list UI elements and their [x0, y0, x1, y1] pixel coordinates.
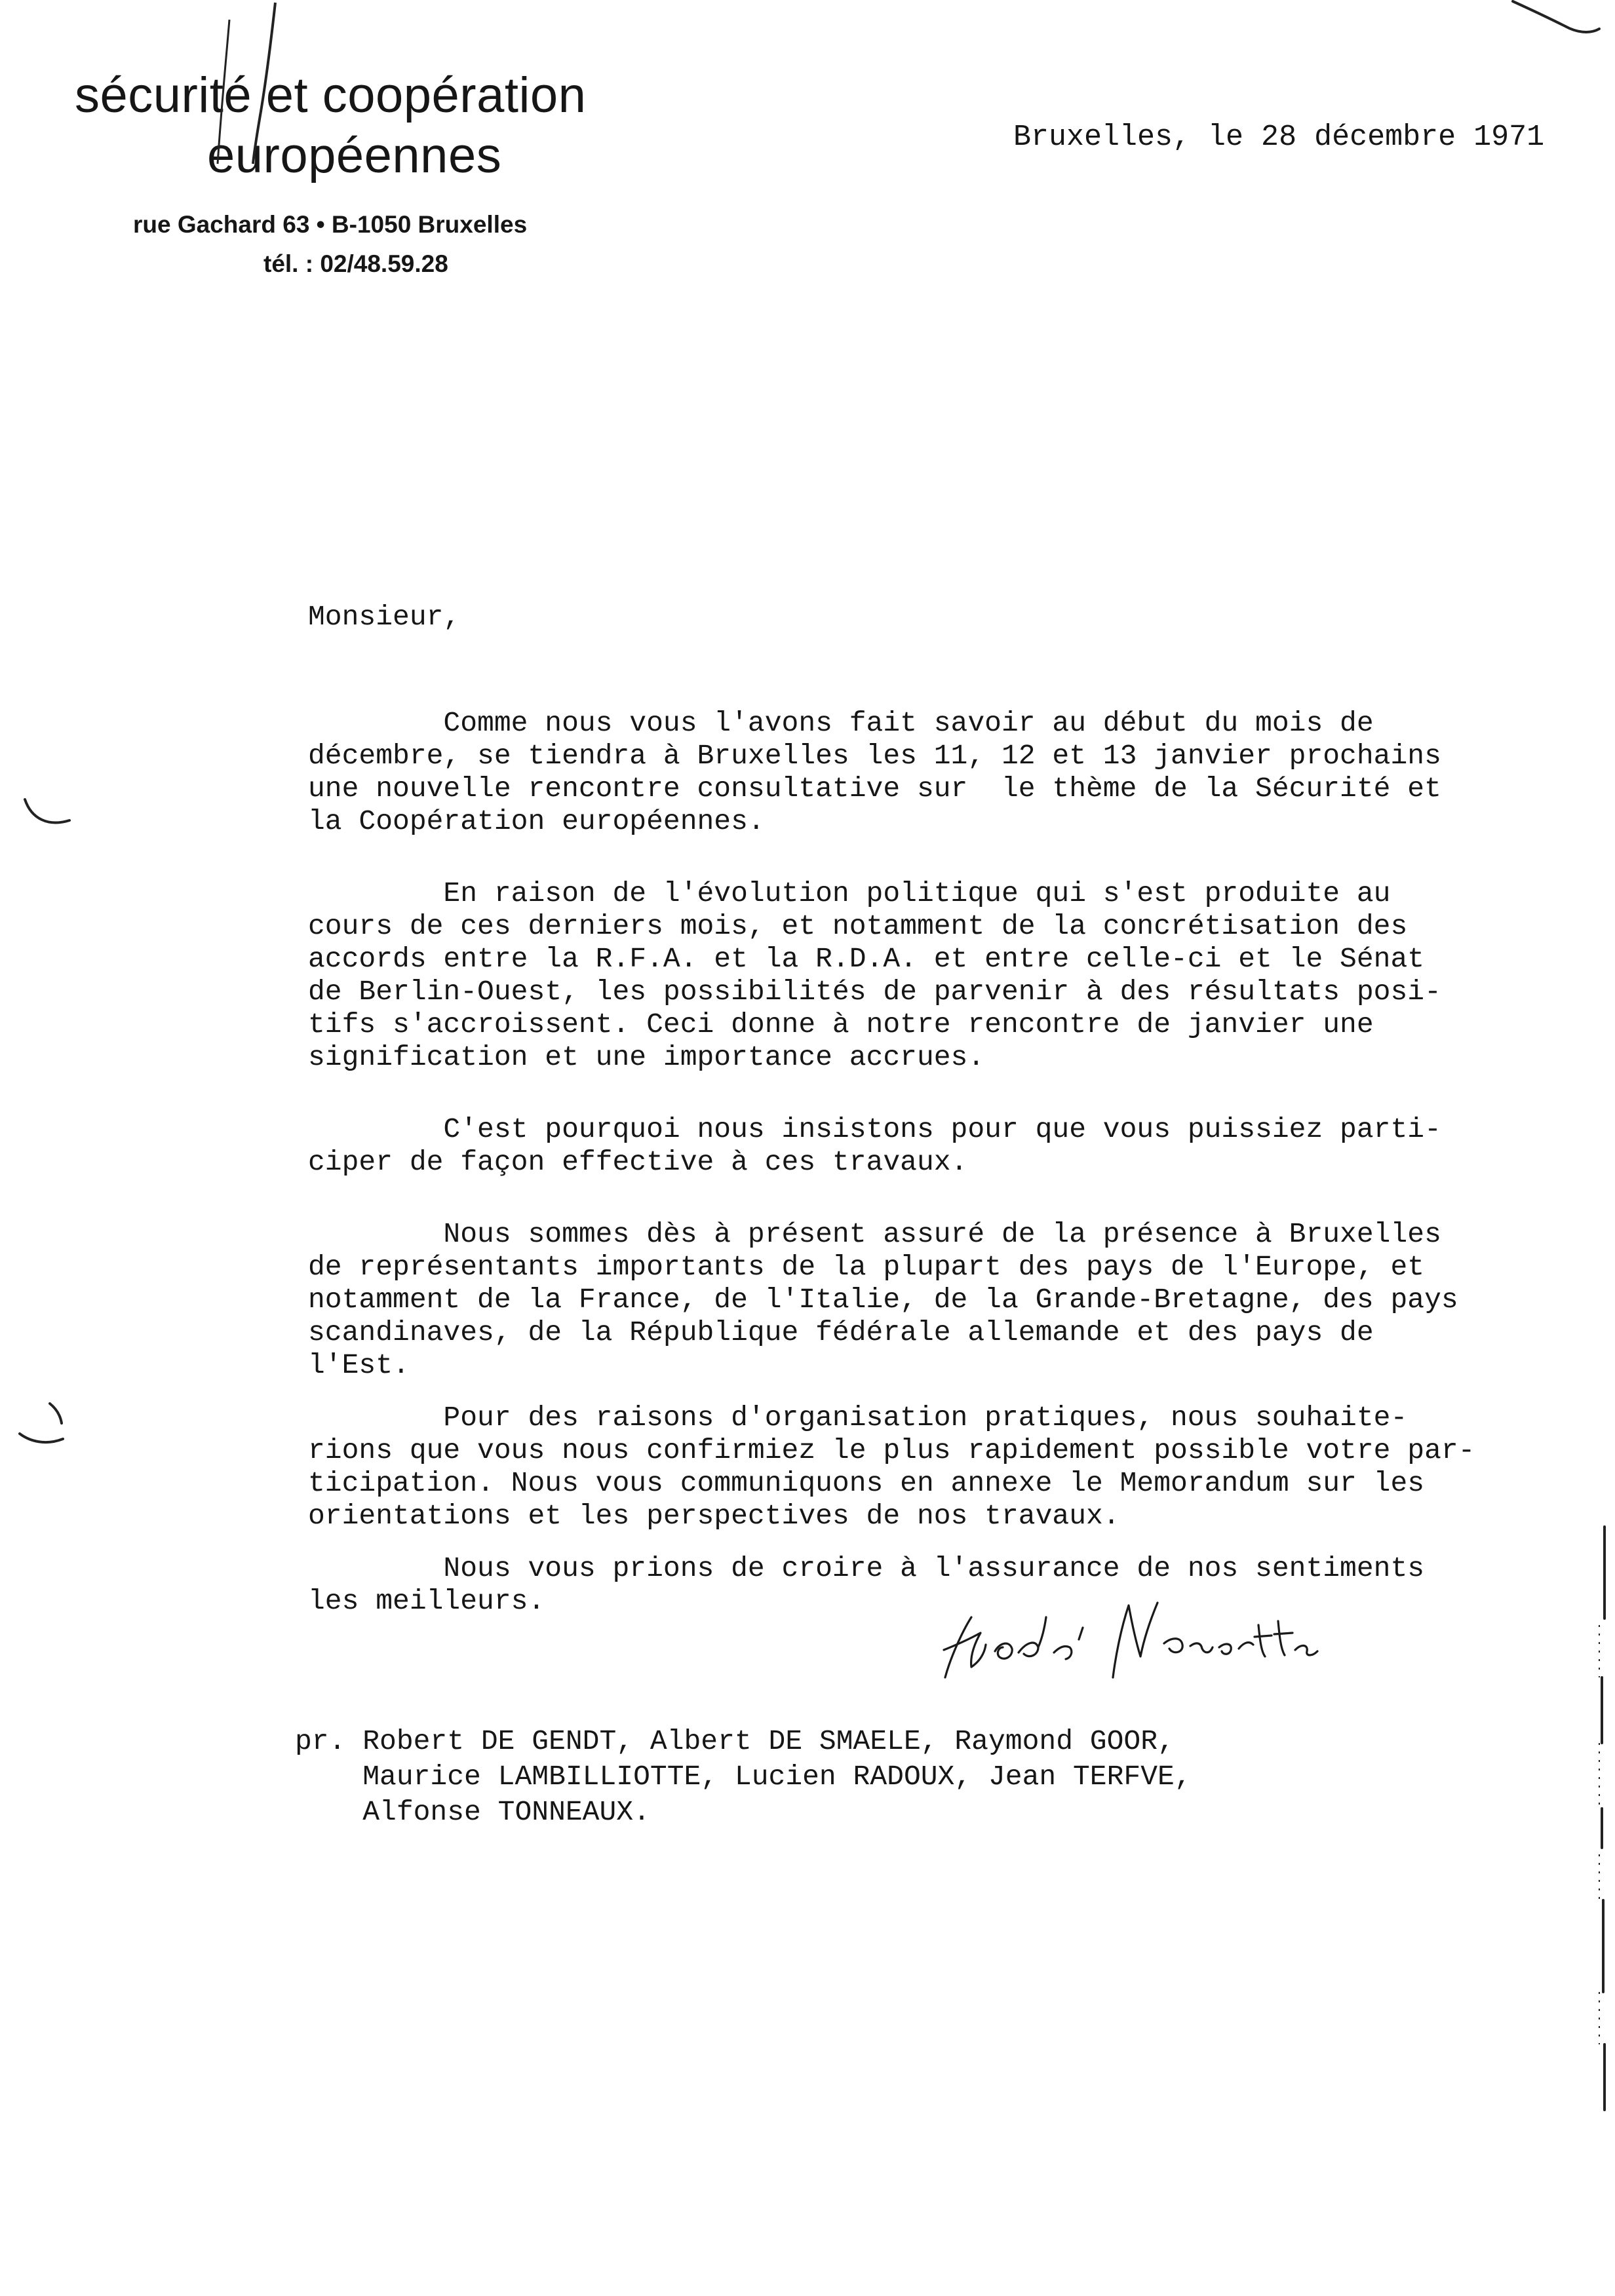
handwritten-slash-marks: [0, 0, 721, 301]
body-line: cours de ces derniers mois, et notamment de la concrétisation des: [308, 910, 1408, 942]
body-line: signification et une importance accrues.: [308, 1041, 985, 1073]
body-line: de Berlin-Ouest, les possibilités de parvenir à des résultats posi-: [308, 976, 1441, 1008]
body-line: En raison de l'évolution politique qui s'est produite au: [308, 877, 1391, 909]
body-line: accords entre la R.F.A. et la R.D.A. et entre celle-ci et le Sénat: [308, 943, 1425, 975]
body-line: une nouvelle rencontre consultative sur le thème de la Sécurité et: [308, 773, 1441, 805]
body-line: tifs s'accroissent. Ceci donne à notre rencontre de janvier une: [308, 1008, 1374, 1041]
body-line: l'Est.: [308, 1349, 410, 1381]
body-line: décembre, se tiendra à Bruxelles les 11, 12 et 13 janvier prochains: [308, 740, 1441, 772]
organization-name-line-2: européennes: [207, 128, 502, 183]
body-line: orientations et les perspectives de nos travaux.: [308, 1500, 1120, 1532]
signatories-line: pr. Robert DE GENDT, Albert DE SMAELE, Raymond GOOR,: [295, 1725, 1175, 1757]
handwritten-signature: [931, 1579, 1337, 1710]
body-line: Comme nous vous l'avons fait savoir au début du mois de: [308, 707, 1374, 739]
closing-line: les meilleurs.: [308, 1585, 545, 1617]
body-line: scandinaves, de la République fédérale allemande et des pays de: [308, 1316, 1374, 1349]
body-line: Pour des raisons d'organisation pratiques, nous souhaite-: [308, 1402, 1408, 1434]
salutation: Monsieur,: [308, 601, 461, 633]
organization-phone: tél. : 02/48.59.28: [263, 250, 448, 277]
body-line: de représentants importants de la plupart des pays de l'Europe, et: [308, 1251, 1425, 1283]
body-line: ciper de façon effective à ces travaux.: [308, 1146, 968, 1178]
signatories-line: Maurice LAMBILLIOTTE, Lucien RADOUX, Jean TERFVE,: [295, 1761, 1192, 1793]
body-line: notamment de la France, de l'Italie, de la Grande-Bretagne, des pays: [308, 1284, 1458, 1316]
body-line: la Coopération européennes.: [308, 805, 765, 837]
body-line: C'est pourquoi nous insistons pour que vous puissiez parti-: [308, 1113, 1441, 1145]
body-line: Nous sommes dès à présent assuré de la présence à Bruxelles: [308, 1218, 1441, 1250]
organization-address: rue Gachard 63 • B-1050 Bruxelles: [133, 211, 528, 238]
letter-date: Bruxelles, le 28 décembre 1971: [1013, 121, 1545, 154]
body-line: rions que vous nous confirmiez le plus rapidement possible votre par-: [308, 1434, 1475, 1466]
signatories-line: Alfonse TONNEAUX.: [295, 1796, 650, 1828]
body-line: ticipation. Nous vous communiquons en annexe le Memorandum sur les: [308, 1467, 1425, 1499]
letterhead: [0, 0, 721, 301]
organization-name-line-1: sécurité et coopération: [75, 67, 587, 123]
closing-line: Nous vous prions de croire à l'assurance de nos sentiments: [308, 1552, 1425, 1584]
